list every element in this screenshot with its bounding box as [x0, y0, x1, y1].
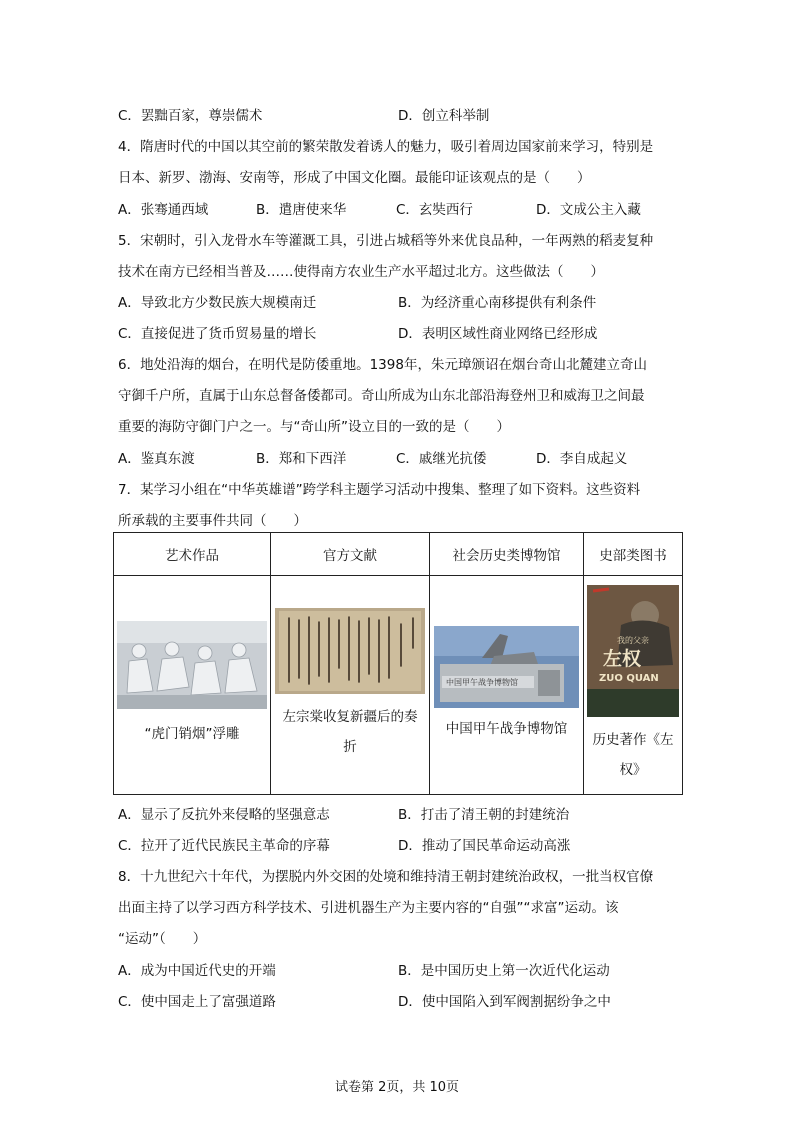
q7-option-b: B．打击了清王朝的封建统治	[398, 807, 570, 823]
q7-option-a: A．显示了反抗外来侵略的坚强意志	[118, 807, 330, 823]
header-art: 艺术作品	[114, 533, 271, 576]
cell-museum	[430, 576, 584, 795]
q4-option-a: A．张骞通西域	[118, 202, 209, 218]
book-cover-title: 左权	[603, 648, 642, 670]
book-cover-pinyin: ZUO QUAN	[599, 673, 659, 684]
q6-stem-line-3: 重要的海防守御门户之一。与“奇山所”设立目的一致的是（ ）	[118, 419, 510, 435]
q5-option-b: B．为经济重心南移提供有利条件	[398, 295, 597, 311]
q6-stem-line-1: 6．地处沿海的烟台，在明代是防倭重地。1398年，朱元璋颁诏在烟台奇山北麓建立奇山	[118, 357, 647, 373]
book-cover-subtitle: 我的父亲	[617, 636, 649, 645]
q5-stem-line-2: 技术在南方已经相当普及……使得南方农业生产水平超过北方。这些做法（ ）	[118, 264, 604, 280]
caption-relief: “虎门销烟”浮雕	[144, 726, 240, 742]
q4-option-d: D．文成公主入藏	[536, 202, 641, 218]
page-footer: 试卷第 2页，共 10页	[334, 1080, 460, 1095]
cell-memorial	[271, 576, 430, 795]
q7-option-d: D．推动了国民革命运动高涨	[398, 838, 571, 854]
q8-stem-line-1: 8．十九世纪六十年代，为摆脱内外交困的处境和维持清王朝封建统治政权，一批当权官僚	[118, 869, 654, 885]
q8-option-d: D．使中国陷入到军阀割据纷争之中	[398, 994, 611, 1010]
cell-book	[584, 576, 683, 795]
caption-book-line-2: 权》	[619, 762, 647, 778]
q4-stem-line-2: 日本、新罗、渤海、安南等，形成了中国文化圈。最能印证该观点的是（ ）	[118, 170, 591, 186]
q7-stem-line-1: 7．某学习小组在“中华英雄谱”跨学科主题学习活动中搜集、整理了如下资料。这些资料	[118, 482, 641, 498]
q4-option-c: C．玄奘西行	[396, 202, 473, 218]
q6-option-a: A．鉴真东渡	[118, 451, 195, 467]
q3-option-c: C．罢黜百家，尊崇儒术	[118, 108, 263, 124]
q4-stem-line-1: 4．隋唐时代的中国以其空前的繁荣散发着诱人的魅力，吸引着周边国家前来学习，特别是	[118, 139, 654, 155]
header-history-book: 史部类图书	[584, 533, 683, 576]
q6-option-d: D．李自成起义	[536, 451, 628, 467]
q7-stem-line-2: 所承载的主要事件共同（ ）	[118, 513, 307, 529]
q8-option-c: C．使中国走上了富强道路	[118, 994, 276, 1010]
q6-option-c: C．戚继光抗倭	[396, 451, 487, 467]
museum-sign-text: 中国甲午战争博物馆	[446, 678, 518, 687]
q6-option-b: B．郑和下西洋	[256, 451, 347, 467]
q5-stem-line-1: 5．宋朝时，引入龙骨水车等灌溉工具，引进占城稻等外来优良品种，一年两熟的稻麦复种	[118, 233, 654, 249]
cell-relief	[114, 576, 271, 795]
q7-material-table	[113, 532, 683, 795]
q7-option-c: C．拉开了近代民族民主革命的序幕	[118, 838, 330, 854]
caption-memorial-line-1: 左宗棠收复新疆后的奏	[282, 709, 418, 725]
header-museum: 社会历史类博物馆	[430, 533, 584, 576]
q5-option-d: D．表明区域性商业网络已经形成	[398, 326, 598, 342]
q8-stem-line-3: “运动”（ ）	[118, 931, 207, 947]
caption-book-line-1: 历史著作《左	[592, 732, 674, 748]
header-official-document: 官方文献	[271, 533, 430, 576]
memorial-document-image	[275, 608, 425, 694]
caption-museum: 中国甲午战争博物馆	[445, 721, 568, 737]
q4-option-b: B．遣唐使来华	[256, 202, 347, 218]
q8-stem-line-2: 出面主持了以学习西方科学技术、引进机器生产为主要内容的“自强”“求富”运动。该	[118, 900, 619, 916]
caption-memorial-line-2: 折	[343, 739, 357, 755]
q3-option-d: D．创立科举制	[398, 108, 490, 124]
q8-option-a: A．成为中国近代史的开端	[118, 963, 276, 979]
q5-option-c: C．直接促进了货币贸易量的增长	[118, 326, 317, 342]
q5-option-a: A．导致北方少数民族大规模南迁	[118, 295, 317, 311]
q6-stem-line-2: 守御千户所，直属于山东总督备倭都司。奇山所成为山东北部沿海登州卫和威海卫之间最	[118, 388, 645, 404]
relief-image	[117, 621, 267, 709]
q8-option-b: B．是中国历史上第一次近代化运动	[398, 963, 610, 979]
museum-image	[434, 626, 579, 708]
book-cover-image	[587, 585, 679, 717]
